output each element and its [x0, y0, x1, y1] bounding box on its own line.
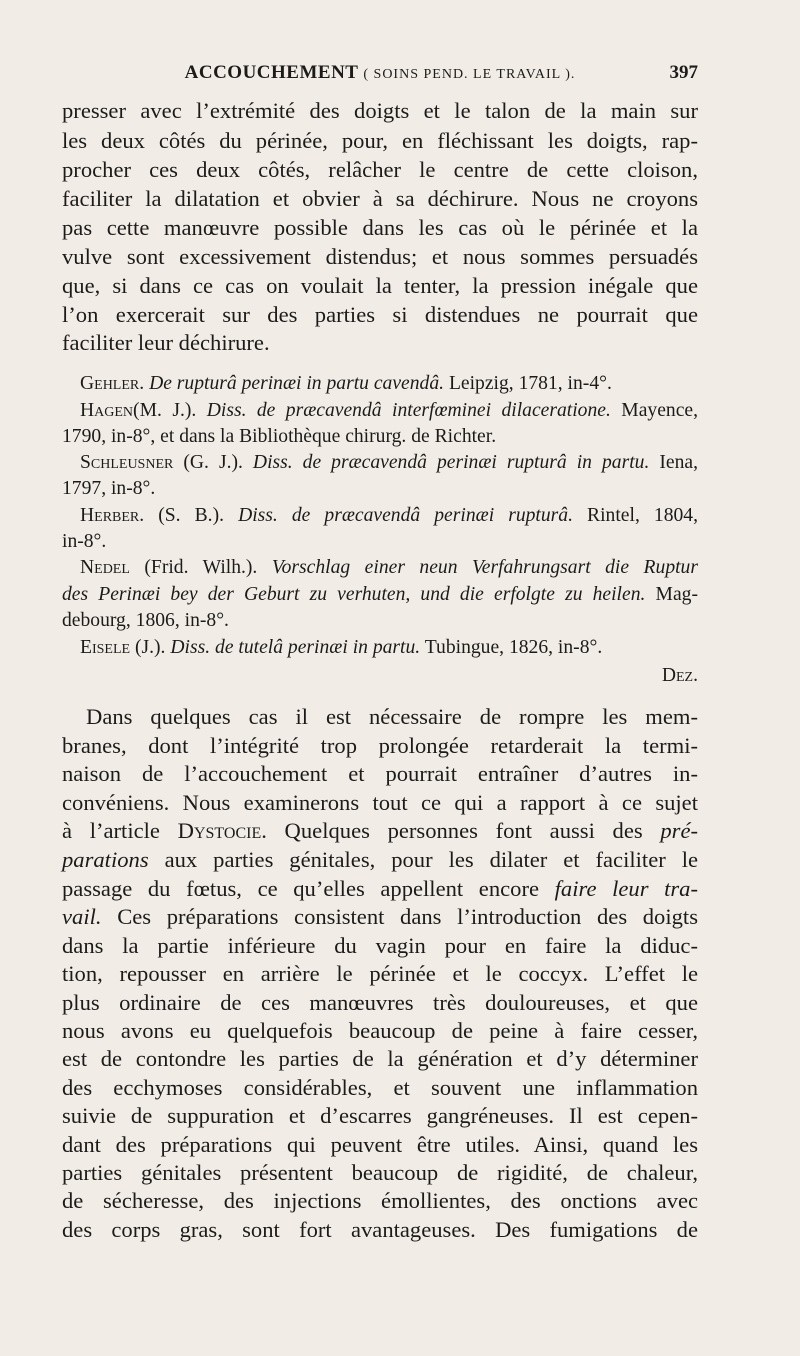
italic-term: vail. [62, 904, 102, 929]
bib-publication: Mag- [655, 584, 698, 605]
bibliography-entry [80, 637, 698, 659]
text-line: faciliter leur déchirure. [62, 330, 270, 355]
bibliography-entry [80, 505, 698, 527]
text-fragment: à l’article [62, 818, 160, 843]
text-line: faciliter la dilatation et obvier à sa déchirure. Nous ne croyons [62, 186, 698, 211]
bib-publication: Iena, [659, 452, 698, 473]
text-line: naison de l’accouchement et pourrait entraîner d’autres in- [62, 761, 698, 786]
text-line: branes, dont l’intégrité trop prolongée retarderait la termi- [62, 733, 698, 758]
text-line: est de contondre les parties de la génération et d’y déterminer [62, 1046, 698, 1071]
bib-author: Gehler. [80, 373, 145, 394]
text-line [62, 818, 698, 844]
text-line: vulve sont excessivement distendus; et nous sommes persuadés [62, 244, 698, 269]
running-head [62, 62, 698, 84]
text-line: procher ces deux côtés, relâcher le centre de cette cloison, [62, 157, 698, 182]
bib-publication: Tubingue, 1826, in-8°. [424, 637, 603, 658]
bib-author-initials: (Frid. Wilh.). [144, 557, 258, 578]
text-line: des corps gras, sont fort avantageuses. Des fumigations de [62, 1217, 698, 1242]
page-number: 397 [669, 62, 698, 83]
bib-author-initials: (S. B.). [158, 505, 225, 526]
text-line [62, 876, 698, 902]
text-line: nous avons eu quelquefois beaucoup de peine à faire cesser, [62, 1018, 698, 1043]
bibliography-line: 1797, in-8°. [62, 478, 156, 499]
text-line: tion, repousser en arrière le périnée et le coccyx. L’effet le [62, 961, 698, 986]
bib-title: Diss. de præcavendâ interfœminei dilaceratione. [206, 400, 611, 421]
cross-reference: Dystocie [177, 818, 262, 843]
bib-author: Nedel [80, 557, 130, 578]
bib-author: Hagen [80, 400, 134, 421]
text-line [62, 904, 698, 930]
bib-publication: Leipzig, 1781, in-4°. [448, 373, 612, 394]
text-line: de sécheresse, des injections émollientes, des onctions avec [62, 1188, 698, 1213]
text-line: l’on exercerait sur des parties si distendues ne pourrait que [62, 302, 698, 327]
italic-term: parations [62, 847, 149, 872]
running-head-subtitle: ( SOINS PEND. LE TRAVAIL ). [363, 67, 576, 82]
text-line: parties génitales présentent beaucoup de rigidité, de chaleur, [62, 1160, 698, 1185]
text-line: presser avec l’extrémité des doigts et le talon de la main sur [62, 98, 698, 123]
bib-title: Diss. de præcavendâ perinæi rupturâ. [238, 505, 573, 526]
running-head-title: ACCOUCHEMENT [184, 62, 359, 83]
text-line: convéniens. Nous examinerons tout ce qui a rapport à ce sujet [62, 790, 698, 815]
text-fragment: . Quelques personnes font aussi des [261, 818, 643, 843]
text-line: pas cette manœuvre possible dans les cas où le périnée et la [62, 215, 698, 240]
text-fragment: Ces préparations consistent dans l’introduction des doigts [117, 904, 698, 929]
author-signature: Dez. [661, 665, 698, 686]
text-fragment: aux parties génitales, pour les dilater et faciliter le [164, 847, 698, 872]
text-line: que, si dans ce cas on voulait la tenter, la pression inégale que [62, 273, 698, 298]
bibliography-line: in-8°. [62, 531, 107, 552]
bib-author-initials: (J.). [134, 637, 166, 658]
text-line: dans la partie inférieure du vagin pour en faire la diduc- [62, 933, 698, 958]
bib-author: Eisele [80, 637, 131, 658]
bib-title: Diss. de præcavendâ perinæi rupturâ in partu. [252, 452, 650, 473]
bibliography-entry [80, 373, 698, 395]
text-line [62, 847, 698, 873]
bib-author-initials: (M. J.). [133, 400, 197, 421]
bib-publication: Rintel, 1804, [587, 505, 698, 526]
bib-publication: Mayence, [621, 400, 698, 421]
text-line: plus ordinaire de ces manœuvres très douloureuses, et que [62, 990, 698, 1015]
text-line: suivie de suppuration et d’escarres gangréneuses. Il est cepen- [62, 1103, 698, 1128]
bib-title: des Perinæi bey der Geburt zu verhuten, und die erfolgte zu heilen. [62, 584, 646, 605]
text-line: dant des préparations qui peuvent être utiles. Ainsi, quand les [62, 1132, 698, 1157]
bibliography-line [62, 584, 698, 606]
bibliography-line: 1790, in-8°, et dans la Bibliothèque chirurg. de Richter. [62, 426, 497, 447]
bibliography-entry [80, 452, 698, 474]
text-fragment: passage du fœtus, ce qu’elles appellent encore [62, 876, 540, 901]
italic-term: pré- [660, 818, 699, 843]
page-header [62, 62, 698, 92]
bib-title: De rupturâ perinæi in partu cavendâ. [149, 373, 445, 394]
bib-title: Vorschlag einer neun Verfahrungsart die Ruptur [271, 557, 698, 578]
text-line: des ecchymoses considérables, et souvent une inflammation [62, 1075, 698, 1100]
text-line: Dans quelques cas il est nécessaire de rompre les mem- [86, 704, 698, 729]
bibliography-entry [80, 557, 698, 579]
bib-author: Schleusner [80, 452, 174, 473]
bib-title: Diss. de tutelâ perinæi in partu. [170, 637, 421, 658]
text-line: les deux côtés du périnée, pour, en fléchissant les doigts, rap- [62, 128, 698, 153]
bibliography-entry [80, 400, 698, 422]
bib-author-initials: (G. J.). [183, 452, 243, 473]
bibliography-line: debourg, 1806, in-8°. [62, 610, 229, 631]
italic-term: faire leur tra- [554, 876, 698, 901]
bib-author: Herber. [80, 505, 145, 526]
